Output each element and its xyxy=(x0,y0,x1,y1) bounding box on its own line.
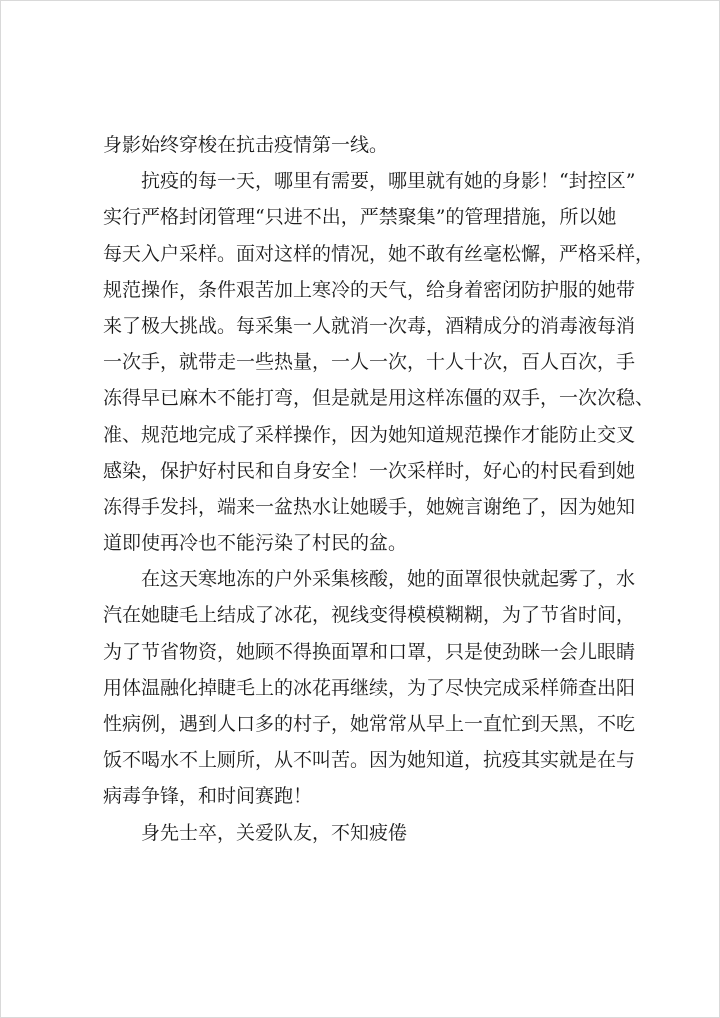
text-line: 为了节省物资，她顾不得换面罩和口罩，只是使劲眯一会儿眼睛 xyxy=(103,640,636,663)
paragraph-p3 xyxy=(103,561,659,814)
text-line: 冻得手发抖，端来一盆热水让她暖手，她婉言谢绝了，因为她知 xyxy=(103,495,636,518)
text-line: 性病例，遇到人口多的村子，她常常从早上一直忙到天黑，不吃 xyxy=(103,713,636,735)
text-line: 用体温融化掉睫毛上的冰花再继续，为了尽快完成采样筛查出阳 xyxy=(103,676,636,699)
text-line: 汽在她睫毛上结成了冰花，视线变得模模糊糊，为了节省时间， xyxy=(103,604,636,627)
text-line: 每天入户采样。面对这样的情况，她不敢有丝毫松懈，严格采样， xyxy=(103,242,655,265)
text-line: 实行严格封闭管理“只进不出，严禁聚集”的管理措施，所以她 xyxy=(103,206,617,229)
paragraph-p4 xyxy=(103,815,659,851)
text-line: 抗疫的每一天，哪里有需要，哪里就有她的身影！“封控区” xyxy=(141,170,636,193)
text-line: 道即使再冷也不能污染了村民的盆。 xyxy=(103,532,408,555)
text-line: 准、规范地完成了采样操作，因为她知道规范操作才能防止交叉 xyxy=(103,423,636,446)
paragraph-p2 xyxy=(103,163,659,561)
text-line: 病毒争锋，和时间赛跑！ xyxy=(103,785,313,808)
text-line: 在这天寒地冻的户外采集核酸，她的面罩很快就起雾了，水 xyxy=(141,568,636,591)
text-line: 感染，保护好村民和自身安全！一次采样时，好心的村民看到她 xyxy=(103,459,636,482)
text-line: 身先士卒，关爱队友，不知疲倦 xyxy=(141,821,408,844)
document-body xyxy=(103,127,659,851)
text-line: 饭不喝水不上厕所，从不叫苦。因为她知道，抗疫其实就是在与 xyxy=(103,749,636,772)
paragraph-p1 xyxy=(103,127,659,163)
text-line: 身影始终穿梭在抗击疫情第一线。 xyxy=(103,134,389,156)
text-line: 冻得早已麻木不能打弯，但是就是用这样冻僵的双手，一次次稳、 xyxy=(103,387,655,410)
text-line: 来了极大挑战。每采集一人就消一次毒，酒精成分的消毒液每消 xyxy=(103,314,636,337)
text-line: 一次手，就带走一些热量，一人一次，十人十次，百人百次，手 xyxy=(103,351,636,374)
text-line: 规范操作，条件艰苦加上寒冷的天气，给身着密闭防护服的她带 xyxy=(103,278,636,301)
